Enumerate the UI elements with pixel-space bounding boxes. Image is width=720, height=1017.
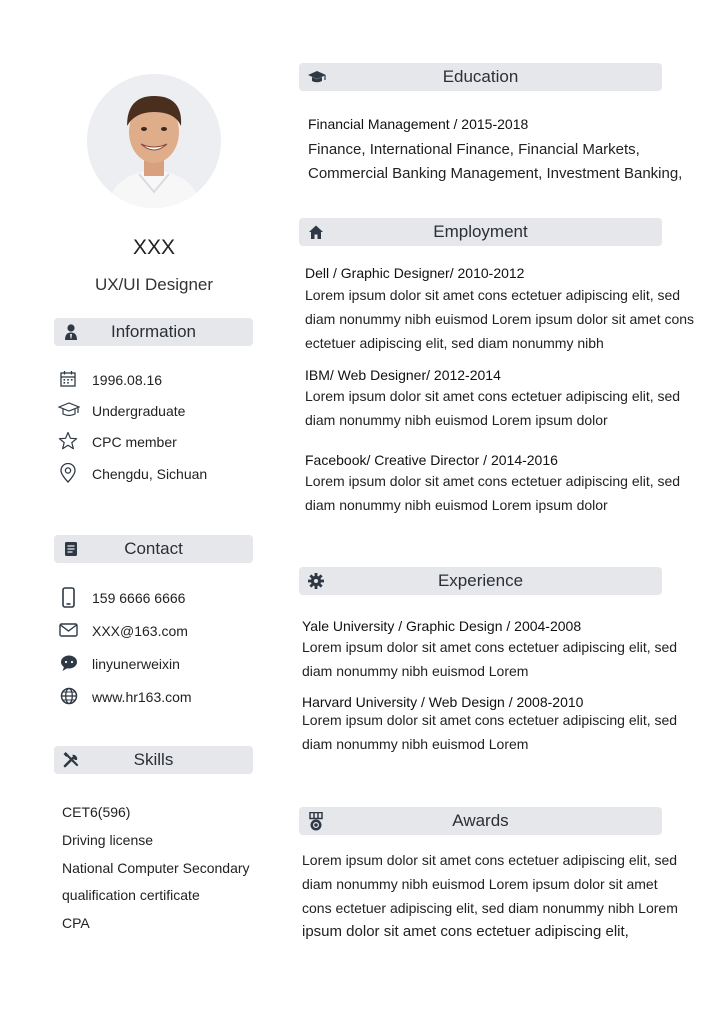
contact-wechat-text[interactable]: linyunerweixin [92,656,180,672]
job-heading [305,265,524,281]
job-line: diam nonummy nibh euismod Lorem ipsum dolor [305,412,608,428]
skill-item: CPA [62,915,90,931]
job-years: 2010-2012 [453,265,525,281]
info-education-level [58,400,258,422]
education-header [299,63,662,91]
contact-header [54,535,253,563]
contact-phone-text[interactable]: 159 6666 6666 [92,590,186,606]
job-heading [305,452,558,468]
job-line: ectetuer adipiscing elit, sed diam nonummy nibh [305,335,604,351]
experience-header [299,567,662,595]
experience-line: diam nonummy nibh euismod Lorem [302,663,529,679]
awards-header [299,807,662,835]
globe-icon [58,686,80,708]
experience-heading [302,618,581,634]
job-years: 2014-2016 [487,452,558,468]
education-heading [308,116,528,132]
experience-title: Experience [437,571,524,590]
education-line: Commercial Banking Management, Investment Banking, [308,165,683,182]
profile-photo [87,74,221,208]
info-birthdate [58,369,258,391]
contact-title: Contact [124,539,183,558]
location-pin-icon [58,463,80,485]
experience-title-text: Harvard University / Web Design / [302,694,513,710]
person-portrait-icon [87,74,221,208]
job-title: IBM/ Web Designer/ [305,367,431,383]
job-years: 2012-2014 [430,367,501,383]
education-title: Education [442,67,519,86]
contact-email [58,620,258,642]
education-degree: Financial Management / [308,116,458,132]
skill-item: Driving license [62,832,154,848]
profile-name: XXX [132,236,176,259]
education-years: 2015-2018 [457,116,529,132]
experience-years: 2008-2010 [512,694,584,710]
job-line: Lorem ipsum dolor sit amet cons ectetuer adipiscing elit, sed [305,388,681,404]
skill-item: qualification certificate [62,887,200,903]
calendar-icon [58,369,80,391]
job-line: diam nonummy nibh euismod Lorem ipsum dolor sit amet cons [305,311,695,327]
experience-years: 2004-2008 [510,618,582,634]
experience-line: diam nonummy nibh euismod Lorem [302,736,529,752]
information-title: Information [110,322,197,341]
contact-phone [58,587,258,609]
mail-icon [58,620,80,642]
phone-icon [58,587,80,609]
job-line: Lorem ipsum dolor sit amet cons ectetuer adipiscing elit, sed [305,473,681,489]
job-title: Facebook/ Creative Director / [305,452,488,468]
experience-line: Lorem ipsum dolor sit amet cons ectetuer adipiscing elit, sed [302,712,678,728]
graduation-cap-icon [58,400,80,422]
education-line: Finance, International Finance, Financial Markets, [308,141,640,158]
information-header [54,318,253,346]
job-title: Dell / Graphic Designer/ [305,265,454,281]
info-location-text: Chengdu, Sichuan [92,466,208,482]
contact-email-text[interactable]: XXX@163.com [92,623,188,639]
contact-wechat [58,653,258,675]
employment-title: Employment [433,222,528,241]
awards-line: ipsum dolor sit amet cons ectetuer adipiscing elit, [302,923,629,940]
experience-title-text: Yale University / Graphic Design / [302,618,511,634]
chat-icon [58,653,80,675]
info-birthdate-text: 1996.08.16 [92,372,163,388]
awards-line: cons ectetuer adipiscing elit, sed diam nonummy nibh Lorem [302,900,678,916]
job-line: Lorem ipsum dolor sit amet cons ectetuer adipiscing elit, sed [305,287,681,303]
awards-line: Lorem ipsum dolor sit amet cons ectetuer adipiscing elit, sed [302,852,678,868]
experience-line: Lorem ipsum dolor sit amet cons ectetuer adipiscing elit, sed [302,639,678,655]
skills-title: Skills [133,750,174,769]
contact-website [58,686,258,708]
info-location [58,463,258,485]
job-line: diam nonummy nibh euismod Lorem ipsum dolor [305,497,608,513]
skill-item: CET6(596) [62,804,131,820]
info-education-level-text: Undergraduate [92,403,186,419]
star-icon [58,431,80,453]
skills-header [54,746,253,774]
job-heading [305,367,501,383]
profile-role: UX/UI Designer [94,275,214,294]
awards-line: diam nonummy nibh euismod Lorem ipsum dolor sit amet [302,876,658,892]
contact-website-text[interactable]: www.hr163.com [92,689,192,705]
info-party-text: CPC member [92,434,177,450]
employment-header [299,218,662,246]
info-party [58,431,258,453]
skill-item: National Computer Secondary [62,860,250,876]
awards-title: Awards [452,811,509,830]
